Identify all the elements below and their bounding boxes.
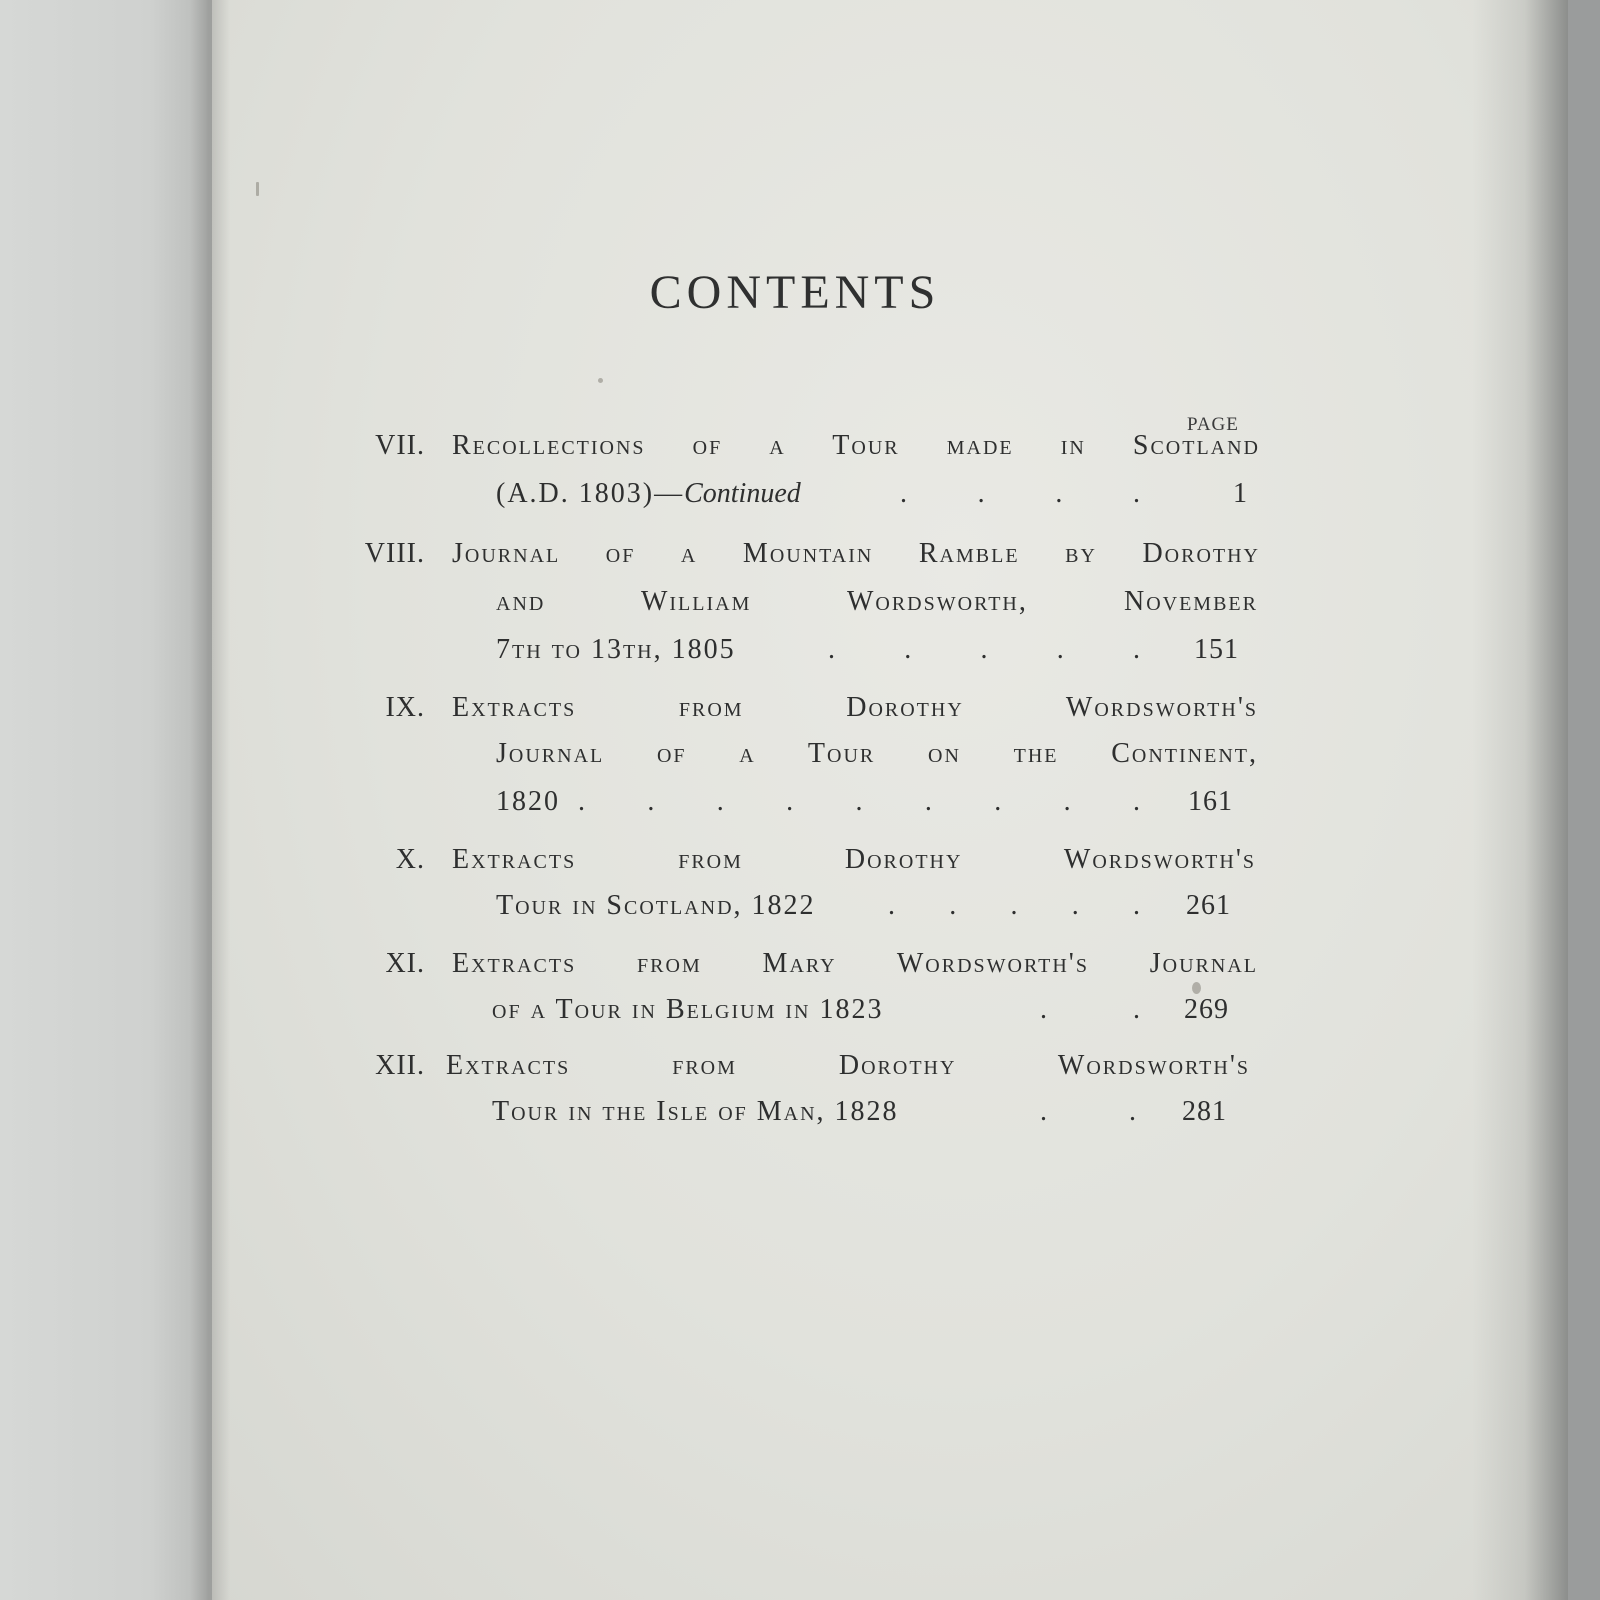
dot-leader: . . — [1040, 1096, 1136, 1127]
entry-title-line: of a Tour in Belgium in 1823 — [492, 994, 884, 1025]
entry-page-number: 1 — [1233, 478, 1248, 509]
entry-title-italic: Continued — [684, 478, 801, 509]
entry-title-text: (A.D. 1803)— — [496, 478, 685, 509]
page-deckle-edge — [1472, 0, 1568, 1600]
entry-title-line — [496, 478, 801, 510]
dot-leader: . . . . . — [888, 890, 1140, 921]
entry-title-line: Tour in Scotland, 1822 — [496, 890, 816, 921]
entry-numeral: X. — [395, 844, 425, 875]
entry-numeral: XI. — [385, 948, 425, 979]
entry-page-number: 261 — [1186, 890, 1231, 921]
entry-numeral: IX. — [385, 692, 425, 723]
entry-title-line: Extracts from Dorothy Wordsworth's — [452, 844, 1256, 875]
page-title: CONTENTS — [649, 266, 941, 319]
entry-title-line: 1820 — [496, 786, 560, 817]
paper-fleck — [598, 378, 603, 383]
entry-page-number: 281 — [1182, 1096, 1227, 1127]
entry-title-line: Recollections of a Tour made in Scotland — [452, 430, 1260, 461]
entry-page-number: 161 — [1188, 786, 1233, 817]
dot-leader: . . . . . — [828, 634, 1140, 665]
entry-title-line: Extracts from Dorothy Wordsworth's — [446, 1050, 1250, 1081]
left-page-edge — [0, 0, 214, 1600]
dot-leader: . . — [1040, 994, 1140, 1025]
entry-numeral: XII. — [375, 1050, 425, 1081]
spine-shadow — [190, 0, 230, 1600]
dot-leader: . . . . . . . . . — [578, 786, 1140, 817]
dot-leader: . . . . — [900, 478, 1140, 509]
entry-title-line: Journal of a Mountain Ramble by Dorothy — [452, 538, 1260, 569]
entry-page-number: 269 — [1184, 994, 1229, 1025]
paper-fleck — [1192, 982, 1201, 994]
entry-title-line: Extracts from Dorothy Wordsworth's — [452, 692, 1258, 723]
page-column-label: PAGE — [1187, 414, 1239, 435]
entry-page-number: 151 — [1194, 634, 1239, 665]
entry-title-line: and William Wordsworth, November — [496, 586, 1258, 617]
entry-numeral: VIII. — [364, 538, 425, 569]
paper-fleck — [256, 182, 259, 196]
entry-title-line: Tour in the Isle of Man, 1828 — [492, 1096, 899, 1127]
entry-title-line: Journal of a Tour on the Continent, — [496, 738, 1258, 769]
entry-title-line: Extracts from Mary Wordsworth's Journal — [452, 948, 1258, 979]
entry-title-line: 7th to 13th, 1805 — [496, 634, 736, 665]
entry-numeral: VII. — [375, 430, 425, 461]
